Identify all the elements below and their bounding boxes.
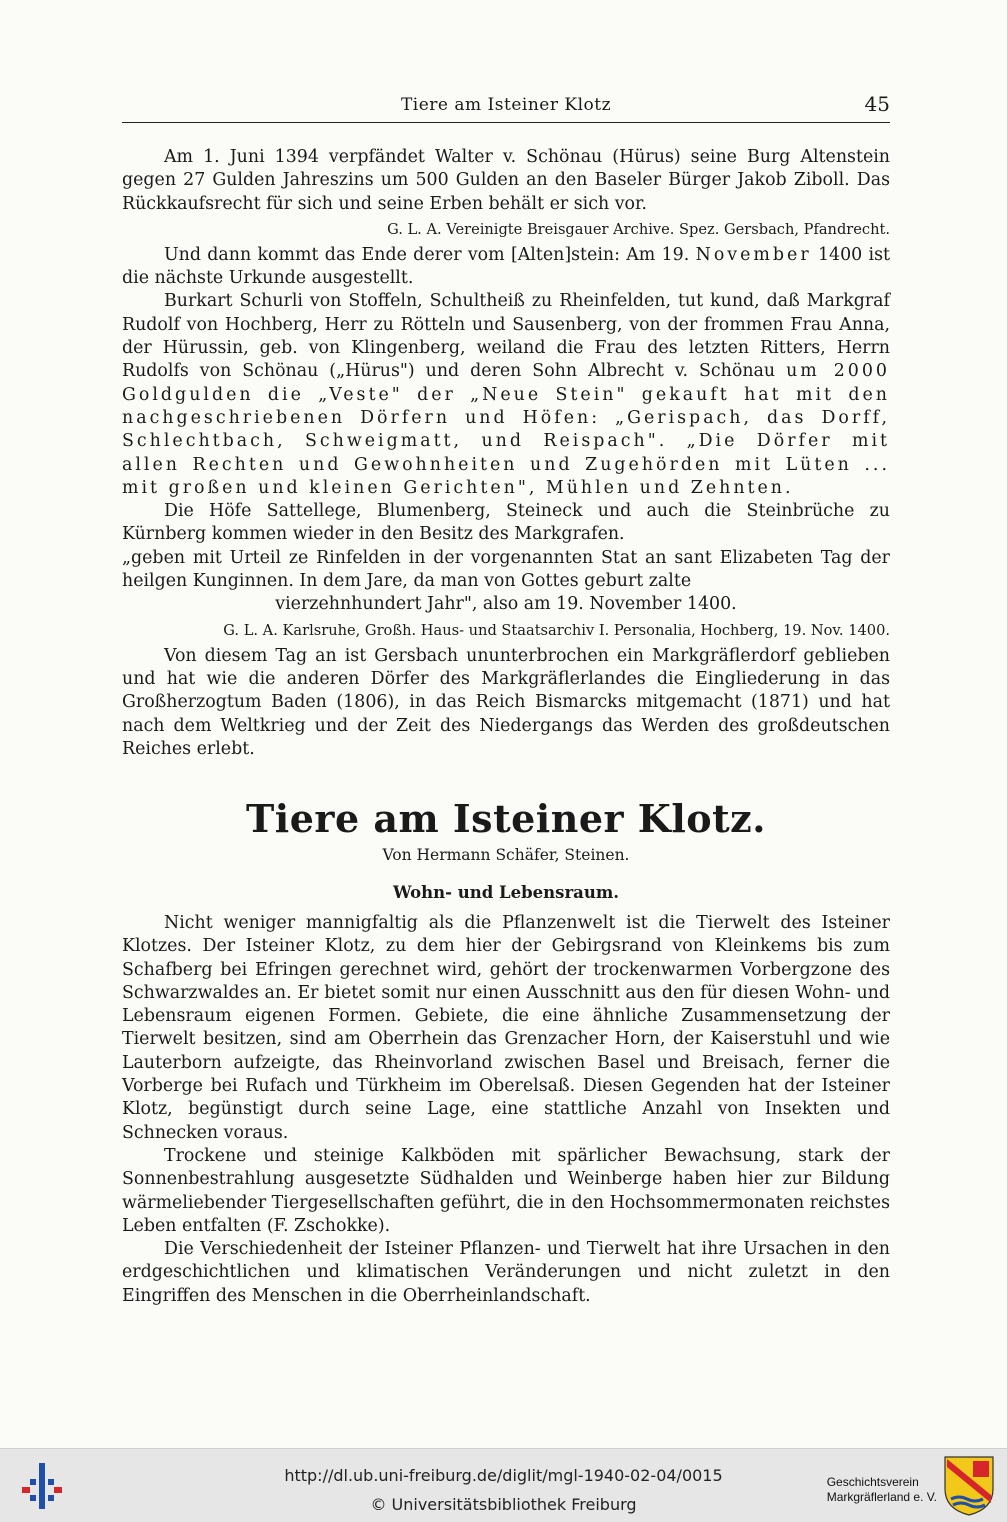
previous-article-text [122,146,890,761]
paragraph: Von diesem Tag an ist Gersbach ununterbrochen ein Markgräflerdorf geblieben und hat wie die anderen Dörfer des Markgräflerlandes die Eingliederung in das Großherzogtum Baden (1806), in das Reich Bismarcks mitgemacht (1871) und hat nach dem Weltkrieg und der Zeit des Niedergangs das Werden des großdeutschen Reiches erlebt. [122,645,890,759]
text-run-spaced: um 2000 Goldgulden die „Veste" der „Neue Stein" gekauft hat mit den nachgeschriebenen Dörfern und Höfen: „Gerispach, das Dorff, Schlechtbach, Schweigmatt, und Reispach". „Die Dörfer mit allen Rechten und Gewohnheiten und Zugehörden mit Lüten ... mit großen und kleinen Gerichten", Mühlen und Zehnten. [122,361,890,498]
society-name [827,1475,937,1505]
paragraph [122,244,890,291]
source-citation: G. L. A. Vereinigte Breisgauer Archive. Spez. Gersbach, Pfandrecht. [387,220,890,238]
paragraph: Nicht weniger mannigfaltig als die Pflanzenwelt ist die Tierwelt des Isteiner Klotzes. Der Isteiner Klotz, zu dem hier der Gebirgsrand von Kleinkems bis zum Schafberg bei Efringen gerechnet wird, gehört der trockenwarmen Vorbergzone des Schwarzwaldes an. Er bietet somit nur einen Ausschnitt aus den für diesen Wohn- und Lebensraum eigenen Formen. Gebiete, die eine ähnliche Zusammensetzung der Tierwelt besitzen, sind am Oberrhein das Grenzacher Horn, der Kaiserstuhl und wie Lauterborn aufzeigte, das Rheinvorland zwischen Basel und Breisach, ferner die Vorberge bei Rufach und Türkheim im Oberelsaß. Diesen Gegenden hat der Isteiner Klotz, begünstigt durch seine Lage, eine stattliche Anzahl von Insekten und Schnecken voraus. [122,913,890,1143]
running-title: Tiere am Isteiner Klotz [400,95,612,115]
article-body [122,912,890,1308]
article-byline: Von Hermann Schäfer, Steinen. [382,846,630,864]
text-run: Burkart Schurli von Stoffeln, Schultheiß zu Rheinfelden, tut kund, daß Markgraf Rudolf von Hochberg, Herr zu Rötteln und Sausenberg, von der frommen Frau Anna, der Hürussin, geb. von Klingenberg, weiland die Frau des letzten Ritters, Herrn Rudolfs von Schönau („Hürus") und deren Sohn Albrecht v. Schönau [122,291,890,382]
paragraph [122,290,890,500]
society-name-line: Markgräflerland e. V. [826,1490,937,1504]
text-run: 1400 ist die nächste Urkunde ausgestellt. [122,244,891,289]
text-run: Und dann kommt das Ende derer vom [Alten]stein: Am 19. [164,244,690,265]
page-header [122,92,890,123]
paragraph: Trockene und steinige Kalkböden mit spärlicher Bewachsung, stark der Sonnenbestrahlung ausgesetzte Südhalden und Weinberge haben hier zur Bildung wärmeliebender Tiergesellschaften geführt, die in den Hochsommermonaten reichstes Leben entfalten (F. Zschokke). [122,1145,890,1236]
article-title: Tiere am Isteiner Klotz. [246,796,766,841]
quote-paragraph: „geben mit Urteil ze Rinfelden in der vorgenannten Stat an sant Elizabeten Tag der heilgen Kunginnen. In dem Jare, da man von Gottes geburt zalte [122,547,890,592]
quote-closing-line: vierzehnhundert Jahr", also am 19. November 1400. [275,594,737,615]
viewer-footer [0,1448,1007,1522]
society-name-line: Geschichtsverein [826,1475,919,1489]
paragraph: Die Höfe Sattellege, Blumenberg, Steineck und auch die Steinbrüche zu Kürnberg kommen wieder in den Besitz des Markgrafen. [122,501,890,545]
footer-url-link[interactable]: http://dl.ub.uni-freiburg.de/diglit/mgl-1940-02-04/0015 [284,1466,723,1485]
page-number: 45 [864,92,890,116]
source-citation: G. L. A. Karlsruhe, Großh. Haus- und Staatsarchiv I. Personalia, Hochberg, 19. Nov. 1400. [223,621,890,639]
coat-of-arms-icon [943,1455,995,1517]
text-run-spaced: November [695,244,812,265]
footer-copyright: © Universitätsbibliothek Freiburg [370,1495,637,1514]
paragraph: Die Verschiedenheit der Isteiner Pflanzen- und Tierwelt hat ihre Ursachen in den erdgeschichtlichen und klimatischen Veränderungen und nicht zuletzt in den Eingriffen des Menschen in die Oberrheinlandschaft. [122,1239,890,1306]
section-heading: Wohn- und Lebensraum. [392,883,620,902]
paragraph: Am 1. Juni 1394 verpfändet Walter v. Schönau (Hürus) seine Burg Altenstein gegen 27 Gulden Jahreszins um 500 Gulden an den Baseler Bürger Jakob Ziboll. Das Rückkaufsrecht für sich und seine Erben behält er sich vor. [122,147,890,214]
